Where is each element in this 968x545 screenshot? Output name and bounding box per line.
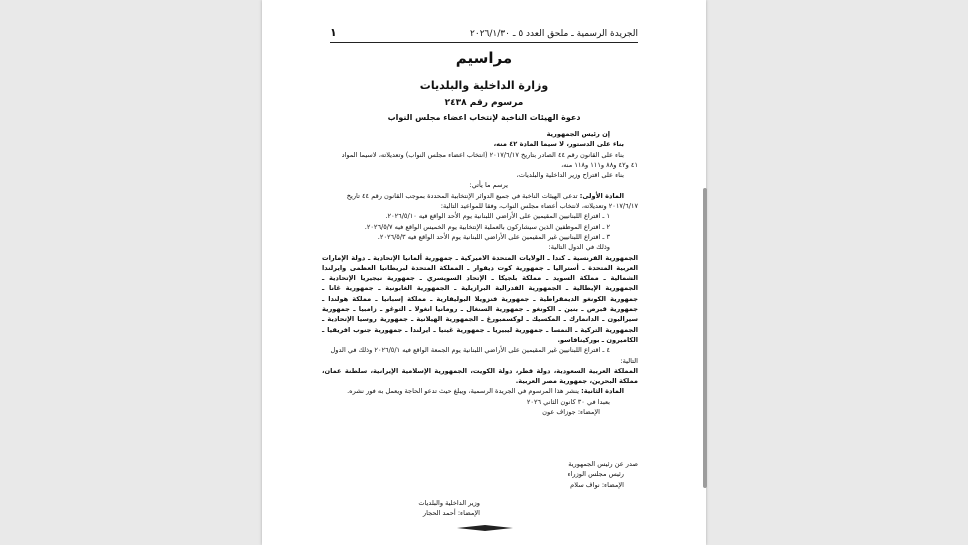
countries-list-gulf: المملكة العربية السعودية، دولة قطر، دولة الكويت، الجمهورية الإسلامية الإيرانية، سلطنة عمان، مملكة البحرين، جمهورية مصر العربية. <box>322 366 638 386</box>
pm-title: رئيس مجلس الوزراء <box>567 470 624 479</box>
page-header <box>330 28 638 43</box>
minister-title: وزير الداخلية والبلديات <box>418 499 480 507</box>
closing-date: بعبدا في ٣٠ كانون الثاني ٢٠٢٦ <box>526 397 610 406</box>
article1-text1: تدعى الهيئات الناخبة في جميع الدوائر الإنتخابية المحددة بموجب القانون رقم ٤٤ تاريخ <box>346 191 578 200</box>
article2-label: المادة الثانية: <box>581 387 624 396</box>
decree-subject: دعوة الهيئات الناخبة لإنتخاب اعضاء مجلس النواب <box>387 113 581 122</box>
end-ornament-icon <box>457 524 513 532</box>
document-page <box>262 0 706 545</box>
gazette-header-title: الجريدة الرسمية ـ ملحق العدد ٥ ـ ٢٠٢٦/١/٣٠ <box>470 29 638 39</box>
decree-number: مرسوم رقم ٢٤٣٨ <box>444 98 524 108</box>
preamble-decrees: يرسم ما يأتي: <box>469 181 508 190</box>
issued-by: صدر عن رئيس الجمهورية <box>568 460 638 468</box>
countersignatures <box>322 459 638 490</box>
section-title: مراسيم <box>455 49 513 67</box>
article1-item4-line1: ٤ ـ اقتراع اللبنانيين غير المقيمين على الأراضي اللبنانية يوم الجمعة الواقع فيه ٢٠٢٦/٥/١ وذلك في الدول <box>330 346 610 355</box>
article1-item1: ١ ـ اقتراع اللبنانيين المقيمين على الأراضي اللبنانية يوم الأحد الواقع فيه ٢٠٢٦/٥/١٠. <box>385 212 610 221</box>
decree-body <box>322 129 638 417</box>
article1-line2: ٢٠١٧/٦/١٧ وتعديلاته، لانتخاب أعضاء مجلس النواب، وفقا للمواعيد التالية: <box>440 202 638 211</box>
page-number: ١ <box>330 26 337 39</box>
countries-list: الجمهورية الفرنسية ـ كندا ـ الولايات المتحدة الاميركية ـ جمهورية ألمانيا الإتحادية ـ دولة الإمارات العربية المتحدة ـ أستراليا ـ جمهورية كوت ديفوار ـ المملكة المتحدة لبريطانيا العظمى وايرلندا الشمالية ـ مملكة السويد ـ مملكة بلجيكا ـ الإتحاد السويسري ـ جمهورية نيجيريا الإتحادية ـ الجمهورية الإيطالية ـ الجمهورية الفدرالية البرازيلية ـ الجمهورية الغابونية ـ جمهورية غانا ـ جمهورية الكونغو الديمقراطية ـ جمهورية فنزويلا البوليفارية ـ مملكة إسبانيا ـ مملكة هولندا ـ جمهورية قبرص ـ بنين ـ الكونغو ـ جمهورية السنغال ـ رومانيا انغولا ـ التوغو ـ زامبيا ـ جمهورية سيراليون ـ الدانمارك ـ المكسيك ـ لوكسمبورغ ـ الجمهورية الهيلانية ـ جمهورية روسيا الإتحادية ـ الجمهورية التركية ـ النمسا ـ جمهورية ليبيريا ـ جمهورية غينيا ـ ايرلندا ـ جمهورية جنوب افريقيا ـ الكاميرون ـ بوركينافاسو. <box>322 253 638 344</box>
article1-label: المادة الأولى: <box>579 191 624 200</box>
preamble-law-line1: بناء على القانون رقم ٤٤ الصادر بتاريخ ٢٠١٧/٦/١٧ (انتخاب اعضاء مجلس النواب) وتعديلاته، لاسيما المواد <box>341 150 624 159</box>
article1-line1 <box>322 191 638 201</box>
article1-item4-line2: التالية: <box>620 356 638 365</box>
article2 <box>322 386 638 396</box>
article1-item2: ٢ ـ اقتراع الموظفين الذين سيشاركون بالعملية الإنتخابية يوم الخميس الواقع فيه ٢٠٢٦/٥/٧. <box>364 222 610 231</box>
vertical-scrollbar[interactable] <box>703 188 707 488</box>
pm-signature: الإمضاء: نواف سلام <box>570 480 624 489</box>
minister-signature: الإمضاء: أحمد الحجار <box>422 509 480 518</box>
president-signature: الإمضاء: جوزاف عون <box>542 408 600 417</box>
countries-intro: وذلك في الدول التالية: <box>548 243 610 252</box>
ministry-title: وزارة الداخلية والبلديات <box>419 79 549 92</box>
minister-signature-block <box>380 498 480 519</box>
preamble-proposal: بناء على اقتراح وزير الداخلية والبلديات، <box>516 171 624 180</box>
preamble-law-line2: ٤١ و٤٢ و٨٨ و١١١ و١١٨ منه، <box>561 160 638 169</box>
preamble-president: إن رئيس الجمهورية <box>546 130 610 138</box>
article2-text: ينشر هذا المرسوم في الجريدة الرسمية، ويبلغ حيث تدعو الحاجة ويعمل به فور نشره. <box>347 387 579 396</box>
article1-item3: ٣ ـ اقتراع اللبنانيين غير المقيمين على الأراضي اللبنانية يوم الأحد الواقع فيه ٢٠٢٦/٥/٣. <box>377 232 610 241</box>
preamble-constitution: بناء على الدستور، لا سيما المادة ٤٢ منه، <box>493 140 624 149</box>
